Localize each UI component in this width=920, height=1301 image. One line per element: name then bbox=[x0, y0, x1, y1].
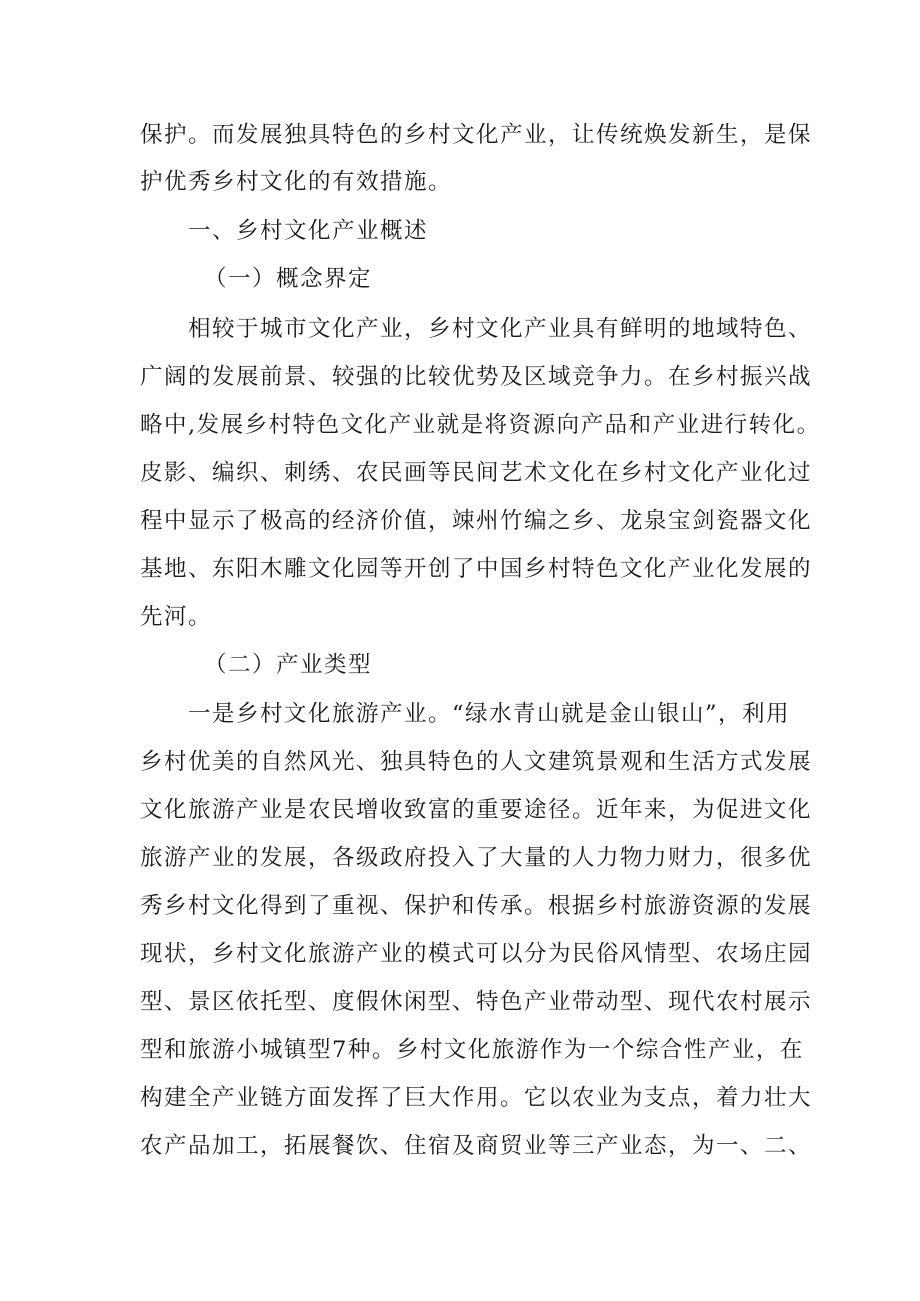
text-line: 皮影、编织、刺绣、农民画等民间艺术文化在乡村文化产业化过 bbox=[140, 460, 813, 486]
subsection-heading: （二）产业类型 bbox=[204, 652, 373, 678]
text-line: 护优秀乡村文化的有效措施。 bbox=[140, 169, 453, 195]
text-line: 程中显示了极高的经济价值，竦州竹编之乡、龙泉宝剑瓷器文化 bbox=[140, 508, 813, 534]
text-line: 现状，乡村文化旅游产业的模式可以分为民俗风情型、农场庄园 bbox=[140, 941, 813, 967]
text-line: 保护。而发展独具特色的乡村文化产业，让传统焕发新生，是保 bbox=[140, 122, 813, 148]
text-line: 一是乡村文化旅游产业。“绿水青山就是金山银山”，利用 bbox=[188, 701, 791, 727]
text-line: 广阔的发展前景、较强的比较优势及区域竞争力。在乡村振兴战 bbox=[140, 364, 813, 390]
section-heading: 一、乡村文化产业概述 bbox=[188, 218, 429, 244]
text-line: 先河。 bbox=[140, 604, 213, 630]
text-line: 文化旅游产业是农民增收致富的重要途径。近年来，为促进文化 bbox=[140, 797, 813, 823]
text-line: 型和旅游小城镇型7种。乡村文化旅游作为一个综合性产业，在 bbox=[140, 1037, 804, 1063]
text-line: 构建全产业链方面发挥了巨大作用。它以农业为支点，着力壮大 bbox=[140, 1085, 813, 1111]
text-line: 略中,发展乡村特色文化产业就是将资源向产品和产业进行转化。 bbox=[140, 412, 821, 438]
text-line: 相较于城市文化产业，乡村文化产业具有鲜明的地域特色、 bbox=[188, 316, 813, 342]
text-line: 秀乡村文化得到了重视、保护和传承。根据乡村旅游资源的发展 bbox=[140, 893, 813, 919]
subsection-heading: （一）概念界定 bbox=[204, 266, 373, 292]
text-line: 型、景区依托型、度假休闲型、特色产业带动型、现代农村展示 bbox=[140, 989, 813, 1015]
text-line: 基地、东阳木雕文化园等开创了中国乡村特色文化产业化发展的 bbox=[140, 556, 813, 582]
text-line: 旅游产业的发展，各级政府投入了大量的人力物力财力，很多优 bbox=[140, 845, 813, 871]
text-line: 乡村优美的自然风光、独具特色的人文建筑景观和生活方式发展 bbox=[140, 749, 813, 775]
text-line: 农产品加工，拓展餐饮、住宿及商贸业等三产业态，为一、二、 bbox=[140, 1133, 813, 1159]
